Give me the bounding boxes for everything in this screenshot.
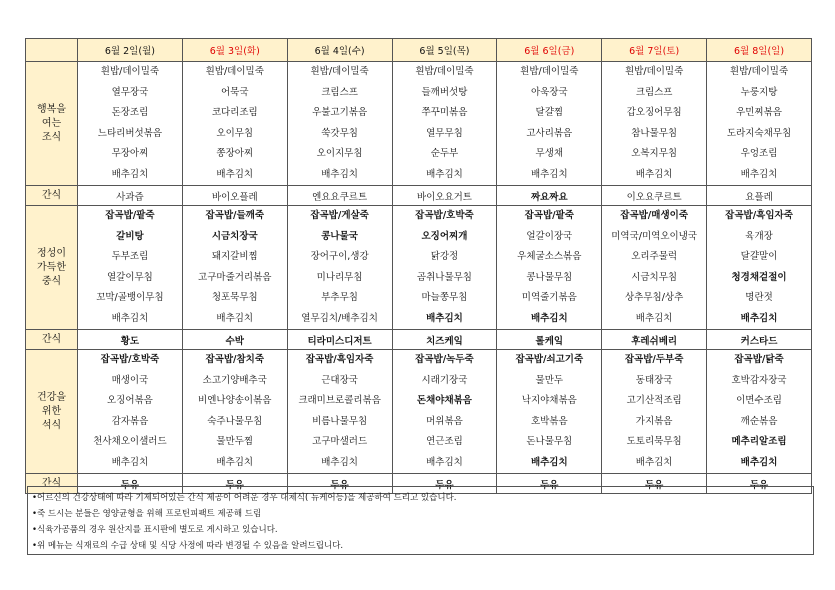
menu-item: 잡곡밥/팥죽 — [105, 210, 155, 221]
menu-item: 잡곡밥/팥죽 — [524, 210, 574, 221]
menu-item: 닭강정 — [430, 251, 459, 262]
menu-item: 배추김치 — [321, 168, 358, 180]
menu-item: 코다리조림 — [211, 107, 258, 118]
menu-cell — [287, 206, 392, 330]
menu-item: 배추김치 — [740, 168, 778, 180]
menu-item: 도토리묵무침 — [626, 436, 682, 447]
menu-item: 근대장국 — [321, 374, 358, 386]
menu-item: 오리주물럭 — [631, 251, 678, 262]
menu-item: 열무무침 — [426, 127, 463, 139]
menu-item: 청경채겉절이 — [731, 271, 787, 283]
menu-cell — [707, 350, 812, 474]
breakfast-row — [26, 62, 812, 186]
menu-cell — [392, 350, 497, 474]
snack-cell: 수박 — [182, 330, 287, 350]
day-header: 6월 5일(목) — [392, 39, 497, 62]
menu-item: 우체굴소스볶음 — [517, 251, 582, 262]
menu-item: 비엔나양송이볶음 — [198, 395, 272, 406]
menu-item: 배추김치 — [530, 456, 568, 468]
snack-label: 간식 — [26, 330, 78, 350]
menu-item: 콩나물국 — [321, 230, 358, 242]
menu-item: 머위볶음 — [426, 415, 463, 427]
menu-cell — [497, 62, 602, 186]
lunch-row — [26, 206, 812, 330]
snack-cell: 두유 — [497, 474, 602, 494]
snack-cell: 두유 — [707, 474, 812, 494]
menu-item: 청포묵무침 — [211, 292, 258, 303]
snack-cell: 황도 — [78, 330, 183, 350]
menu-item: 잡곡밥/흑임자죽 — [725, 210, 793, 221]
menu-cell — [78, 206, 183, 330]
menu-item: 배추김치 — [635, 456, 673, 468]
menu-item: 배추김치 — [216, 168, 254, 180]
menu-item: 흰밥/데이밀죽 — [415, 66, 474, 77]
menu-item: 흰밥/데이밀죽 — [205, 66, 264, 77]
breakfast-label — [26, 62, 78, 186]
menu-item: 꼬막/골뱅이무침 — [96, 292, 164, 303]
menu-item: 순두부 — [430, 148, 459, 159]
menu-cell — [602, 62, 707, 186]
menu-item: 흰밥/데이밀죽 — [729, 66, 789, 77]
menu-item: 잡곡밥/흑임자죽 — [305, 354, 374, 365]
menu-item: 육개장 — [745, 230, 773, 242]
menu-item: 낙지야채볶음 — [521, 395, 577, 406]
menu-item: 고구마샐러드 — [312, 436, 368, 447]
snack-row — [26, 330, 812, 350]
menu-item: 흰밥/데이밀죽 — [100, 66, 160, 77]
menu-item: 돼지갈비찜 — [211, 251, 258, 262]
menu-item: 누룽지탕 — [740, 86, 778, 98]
menu-item: 배추김치 — [740, 456, 778, 468]
menu-item: 물만두찜 — [216, 436, 254, 447]
menu-cell — [78, 62, 183, 186]
menu-item: 두부조림 — [111, 251, 149, 262]
menu-item: 열무장국 — [111, 86, 149, 98]
menu-item: 오이무침 — [216, 127, 254, 139]
day-header: 6월 8일(일) — [707, 39, 812, 62]
menu-item: 달걀찜 — [535, 107, 564, 118]
menu-item: 돈채야채볶음 — [416, 395, 472, 406]
lunch-label — [26, 206, 78, 330]
snack-label: 간식 — [26, 186, 78, 206]
menu-item: 미역국/미역오이냉국 — [611, 230, 698, 242]
menu-item: 잡곡밥/참치죽 — [205, 354, 265, 365]
menu-cell — [497, 350, 602, 474]
snack-cell: 두유 — [182, 474, 287, 494]
menu-item: 잡곡밥/녹두죽 — [415, 354, 474, 365]
menu-item: 시금치장국 — [211, 230, 258, 242]
dinner-label — [26, 350, 78, 474]
menu-item: 우엉조림 — [740, 148, 778, 159]
snack-cell: 두유 — [602, 474, 707, 494]
menu-item: 도라지숙채무침 — [726, 127, 792, 139]
menu-item: 어묵국 — [221, 86, 249, 98]
corner-cell — [26, 39, 78, 62]
menu-item: 고구마줄거리볶음 — [198, 271, 272, 283]
menu-item: 들깨버섯탕 — [421, 86, 468, 98]
snack-cell: 후레쉬베리 — [602, 330, 707, 350]
menu-item: 배추김치 — [530, 312, 568, 324]
snack-cell: 짜요짜요 — [497, 186, 602, 206]
menu-cell — [182, 206, 287, 330]
menu-item: 배추김치 — [426, 456, 463, 468]
menu-item: 시래기장국 — [421, 374, 468, 386]
menu-item: 연근조림 — [426, 436, 463, 447]
menu-item: 오징어볶음 — [106, 395, 153, 406]
menu-item: 명란젓 — [745, 292, 773, 303]
menu-item: 달걀말이 — [740, 251, 778, 262]
menu-cell — [182, 62, 287, 186]
menu-item: 크림스프 — [321, 86, 358, 98]
menu-item: 깨순볶음 — [740, 415, 778, 427]
menu-item: 상추무침/상추 — [625, 292, 684, 303]
meal-label-text: 행복을 여는 조식 — [37, 103, 66, 143]
menu-cell — [392, 206, 497, 330]
menu-item: 배추김치 — [740, 312, 778, 324]
menu-item: 마늘쫑무침 — [421, 292, 468, 303]
menu-item: 느타리버섯볶음 — [97, 127, 163, 139]
menu-cell — [707, 62, 812, 186]
menu-cell — [287, 62, 392, 186]
meal-label-text: 정성이 가득한 중식 — [37, 247, 66, 287]
menu-item: 감자볶음 — [111, 415, 149, 427]
menu-item: 잡곡밥/쇠고기죽 — [515, 354, 584, 365]
menu-item: 돈나물무침 — [526, 436, 573, 447]
snack-cell: 바이오플레 — [182, 186, 287, 206]
snack-cell: 두유 — [287, 474, 392, 494]
snack-cell: 요플레 — [707, 186, 812, 206]
menu-item: 쭈꾸미볶음 — [421, 107, 468, 118]
menu-item: 열갈이무침 — [106, 271, 153, 283]
note-line: •죽 드시는 분들은 영양균형을 위해 프로틴피팩트 제공해 드림 — [32, 509, 262, 519]
menu-item: 우불고기볶음 — [312, 107, 368, 118]
menu-item: 쫑장아찌 — [216, 148, 254, 159]
snack-label: 간식 — [26, 474, 78, 494]
snack-cell: 사과즙 — [78, 186, 183, 206]
menu-item: 소고기양배추국 — [202, 374, 267, 386]
note-line: •어르신의 건강상태에 따라 기제되어있는 간식 제공이 어려운 경우 대체식( 뉴케어등)을 제공하여 드리고 있습니다. — [32, 493, 457, 503]
menu-item: 고기산적조림 — [626, 395, 682, 406]
menu-cell — [287, 350, 392, 474]
menu-item: 동태장국 — [635, 374, 673, 386]
menu-item: 우민찌볶음 — [736, 107, 782, 118]
dinner-row — [26, 350, 812, 474]
menu-item: 오이지무침 — [316, 148, 363, 159]
menu-item: 시금치무침 — [631, 271, 678, 283]
menu-item: 참나물무침 — [631, 127, 678, 139]
menu-cell — [602, 206, 707, 330]
menu-item: 크래미브로콜리볶음 — [298, 395, 381, 406]
menu-item: 배추김치 — [635, 312, 673, 324]
menu-item: 아욱장국 — [530, 86, 568, 98]
menu-item: 호박볶음 — [530, 415, 568, 427]
day-header: 6월 6일(금) — [497, 39, 602, 62]
menu-item: 배추김치 — [111, 312, 149, 324]
snack-cell: 두유 — [392, 474, 497, 494]
menu-item: 잡곡밥/호박죽 — [100, 354, 160, 365]
menu-item: 잡곡밥/닭죽 — [734, 354, 784, 365]
menu-cell — [707, 206, 812, 330]
menu-cell — [182, 350, 287, 474]
menu-item: 곰취나물무침 — [416, 271, 472, 283]
snack-cell: 바이오요거트 — [392, 186, 497, 206]
menu-item: 미역줄기볶음 — [521, 292, 577, 303]
menu-item: 배추김치 — [111, 456, 149, 468]
menu-cell — [497, 206, 602, 330]
menu-item: 배추김치 — [426, 312, 463, 324]
header-row — [26, 39, 812, 62]
menu-item: 흰밥/데이밀죽 — [310, 66, 369, 77]
menu-item: 열무김치/배추김치 — [301, 312, 378, 324]
menu-item: 부추무침 — [321, 292, 358, 303]
menu-item: 오징어찌개 — [421, 230, 468, 242]
menu-item: 가지볶음 — [635, 415, 673, 427]
day-header: 6월 4일(수) — [287, 39, 392, 62]
menu-item: 장어구이,생강 — [310, 251, 369, 262]
weekly-menu-table — [25, 38, 812, 494]
snack-cell: 커스타드 — [707, 330, 812, 350]
menu-item: 천사채오이샐러드 — [93, 436, 167, 447]
snack-cell: 이오요쿠르트 — [602, 186, 707, 206]
menu-item: 이면수조림 — [736, 395, 782, 406]
menu-item: 잡곡밥/호박죽 — [415, 210, 474, 221]
menu-item: 배추김치 — [216, 312, 254, 324]
menu-item: 잡곡밥/두부죽 — [624, 354, 684, 365]
menu-item: 얼갈이장국 — [526, 230, 573, 242]
snack-cell: 엔요요쿠르트 — [287, 186, 392, 206]
snack-cell: 티라미스디저트 — [287, 330, 392, 350]
menu-item: 크림스프 — [635, 86, 673, 98]
day-header: 6월 2일(월) — [78, 39, 183, 62]
menu-item: 잡곡밥/게살죽 — [310, 210, 369, 221]
note-line: •식육가공품의 경우 원산지를 표시판에 별도로 게시하고 있습니다. — [32, 525, 278, 535]
menu-item: 갈비탕 — [116, 230, 144, 242]
menu-item: 배추김치 — [530, 168, 568, 180]
menu-item: 갑오징어무침 — [626, 107, 682, 118]
menu-item: 잡곡밥/매생이죽 — [620, 210, 688, 221]
menu-item: 무생채 — [535, 148, 564, 159]
menu-item: 메추리알조림 — [731, 436, 787, 447]
menu-item: 콩나물무침 — [526, 271, 573, 283]
menu-item: 고사리볶음 — [526, 127, 573, 139]
menu-item: 배추김치 — [111, 168, 149, 180]
menu-item: 잡곡밥/들깨죽 — [205, 210, 265, 221]
menu-cell — [392, 62, 497, 186]
snack-cell: 치즈케잌 — [392, 330, 497, 350]
snack-cell: 두유 — [78, 474, 183, 494]
menu-item: 흰밥/데이밀죽 — [520, 66, 579, 77]
menu-item: 쑥갓무침 — [321, 127, 358, 139]
day-header: 6월 3일(화) — [182, 39, 287, 62]
menu-item: 배추김치 — [635, 168, 673, 180]
snack-row — [26, 186, 812, 206]
menu-item: 돈장조림 — [111, 107, 149, 118]
menu-item: 오복지무침 — [631, 148, 678, 159]
menu-item: 배추김치 — [321, 456, 358, 468]
menu-cell — [78, 350, 183, 474]
menu-cell — [602, 350, 707, 474]
menu-item: 배추김치 — [216, 456, 254, 468]
menu-item: 숙주나물무침 — [207, 415, 263, 427]
meal-label-text: 건강을 위한 석식 — [37, 391, 66, 431]
menu-item: 물만두 — [535, 374, 564, 386]
menu-item: 호박감자장국 — [731, 374, 787, 386]
day-header: 6월 7일(토) — [602, 39, 707, 62]
notes-box — [27, 486, 814, 555]
menu-item: 무장아찌 — [111, 148, 149, 159]
snack-cell: 롤케잌 — [497, 330, 602, 350]
menu-item: 매생이국 — [111, 374, 149, 386]
note-line: •위 메뉴는 식재료의 수급 상태 및 식당 사정에 따라 변경될 수 있음을 알려드립니다. — [32, 541, 344, 551]
menu-item: 비름나물무침 — [312, 415, 368, 427]
menu-item: 흰밥/데이밀죽 — [625, 66, 684, 77]
menu-item: 배추김치 — [426, 168, 463, 180]
menu-item: 미나리무침 — [316, 271, 363, 283]
